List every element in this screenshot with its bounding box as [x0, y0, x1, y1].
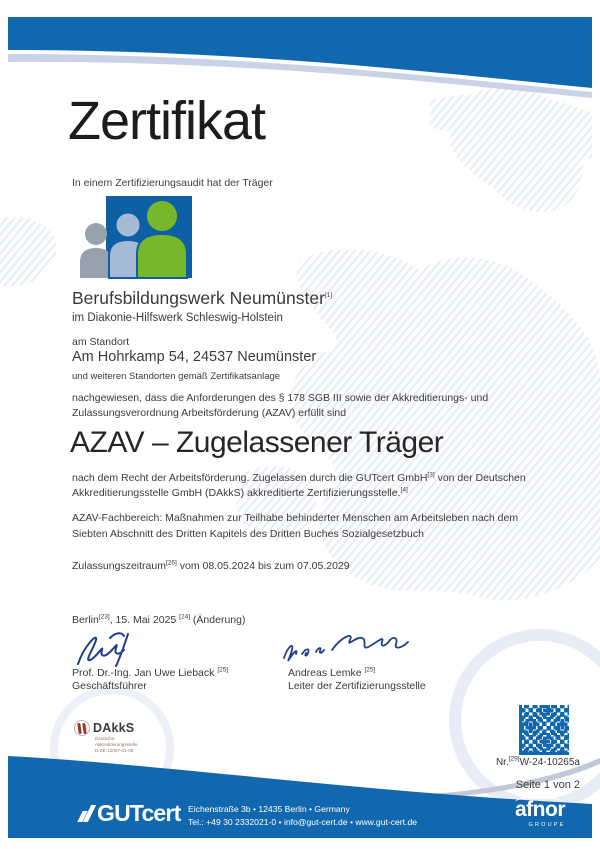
organisation-parent: im Diakonie-Hilfswerk Schleswig-Holstein: [72, 312, 283, 324]
dakks-seal-icon: [74, 720, 90, 736]
gutcert-wordmark: GUTcert: [97, 800, 181, 826]
scope-paragraph: AZAV-Fachbereich: Maßnahmen zur Teilhabe behinderter Menschen am Arbeitsleben nach dem Siebten Abschnitt des Dritten Kapitels des Dritten Buches Sozialgesetzbuch: [72, 512, 519, 540]
signatory-1-role: Geschäftsführer: [72, 680, 147, 692]
signature-lieback-icon: [64, 626, 214, 670]
page-indicator: Seite 1 von 2: [515, 779, 580, 791]
page-title: Zertifikat: [68, 91, 266, 151]
footnote-marker: [4]: [400, 486, 408, 494]
footnote-marker: [1]: [324, 292, 333, 300]
footer-contact-line: Tel.: +49 30 2332021-0 • info@gut-cert.de • www.gut-cert.de: [188, 817, 417, 828]
signatory-1-name-text: Prof. Dr.-Ing. Jan Uwe Lieback: [72, 667, 218, 679]
dakks-subline-1: Deutsche: [95, 736, 115, 741]
validity-range: vom 08.05.2024 bis zum 07.05.2029: [176, 560, 350, 572]
validity-label: Zulassungszeitraum: [72, 560, 166, 572]
accreditation-text-a: nach dem Recht der Arbeitsförderung. Zugelassen durch die GUTcert GmbH: [72, 472, 428, 484]
signatory-1-name: [72, 667, 228, 679]
additional-sites-note: und weiteren Standorten gemäß Zertifikatsanlage: [72, 371, 281, 382]
footnote-marker: [24]: [179, 613, 191, 621]
footnote-marker: [25]: [364, 666, 376, 674]
dakks-wordmark: DAkkS: [93, 721, 135, 735]
footer-address: Eichenstraße 3b • 12435 Berlin • Germany: [188, 804, 350, 814]
footnote-marker: [23]: [98, 613, 110, 621]
certificate-number-prefix: Nr.: [495, 757, 509, 768]
footnote-marker: [26]: [165, 559, 177, 567]
certificate-number-value: W-24-10265a: [519, 757, 580, 768]
dakks-logo-top: [74, 720, 184, 736]
dakks-logo: [74, 720, 184, 754]
issue-note: (Änderung): [190, 614, 246, 626]
issue-place-date-line: [72, 614, 245, 626]
certification-heading: AZAV – Zugelassener Träger: [70, 426, 444, 459]
organisation-name: [72, 288, 332, 309]
accreditation-paragraph: [72, 471, 534, 500]
footnote-marker: [25]: [217, 666, 229, 674]
footnote-marker: [3]: [427, 471, 435, 479]
signatory-2-name-text: Andreas Lemke: [288, 667, 365, 679]
dakks-subline: [95, 736, 184, 754]
data-matrix-code-icon: [519, 705, 569, 755]
requirements-paragraph: nachgewiesen, dass die Anforderungen des § 178 SGB III sowie der Akkreditierungs- und Zulassungsverordnung Arbeitsförderung (AZAV) erfüllt sind: [72, 392, 489, 419]
organisation-name-text: Berufsbildungswerk Neumünster: [72, 288, 325, 308]
location-label: am Standort: [72, 336, 130, 348]
signature-lemke-icon: [278, 630, 438, 670]
afnor-wordmark: afnor: [515, 798, 565, 821]
certificate-intro-line: In einem Zertifizierungsaudit hat der Träger: [72, 177, 273, 189]
signatory-2-role: Leiter der Zertifizierungsstelle: [288, 680, 426, 692]
dakks-subline-2: Akkreditierungsstelle: [95, 741, 138, 747]
dakks-registration-number: D-ZE-12007-01-00: [95, 747, 134, 753]
footnote-marker: [29]: [508, 755, 520, 763]
afnor-groupe-label: GROUPE: [528, 822, 566, 828]
certificate-number: [452, 757, 580, 768]
accreditation-text-b: von der Deutschen Akkreditierungsstelle GmbH (DAkkS) akkreditierte Zertifizierungsstelle.: [72, 472, 526, 499]
validity-period-line: [72, 560, 350, 572]
issue-city: Berlin: [72, 614, 99, 626]
people-logo-icon: [76, 196, 201, 284]
signatory-2-name: [288, 667, 375, 679]
issue-date: , 15. Mai 2025: [109, 614, 180, 626]
site-address: Am Hohrkamp 54, 24537 Neumünster: [72, 349, 317, 365]
